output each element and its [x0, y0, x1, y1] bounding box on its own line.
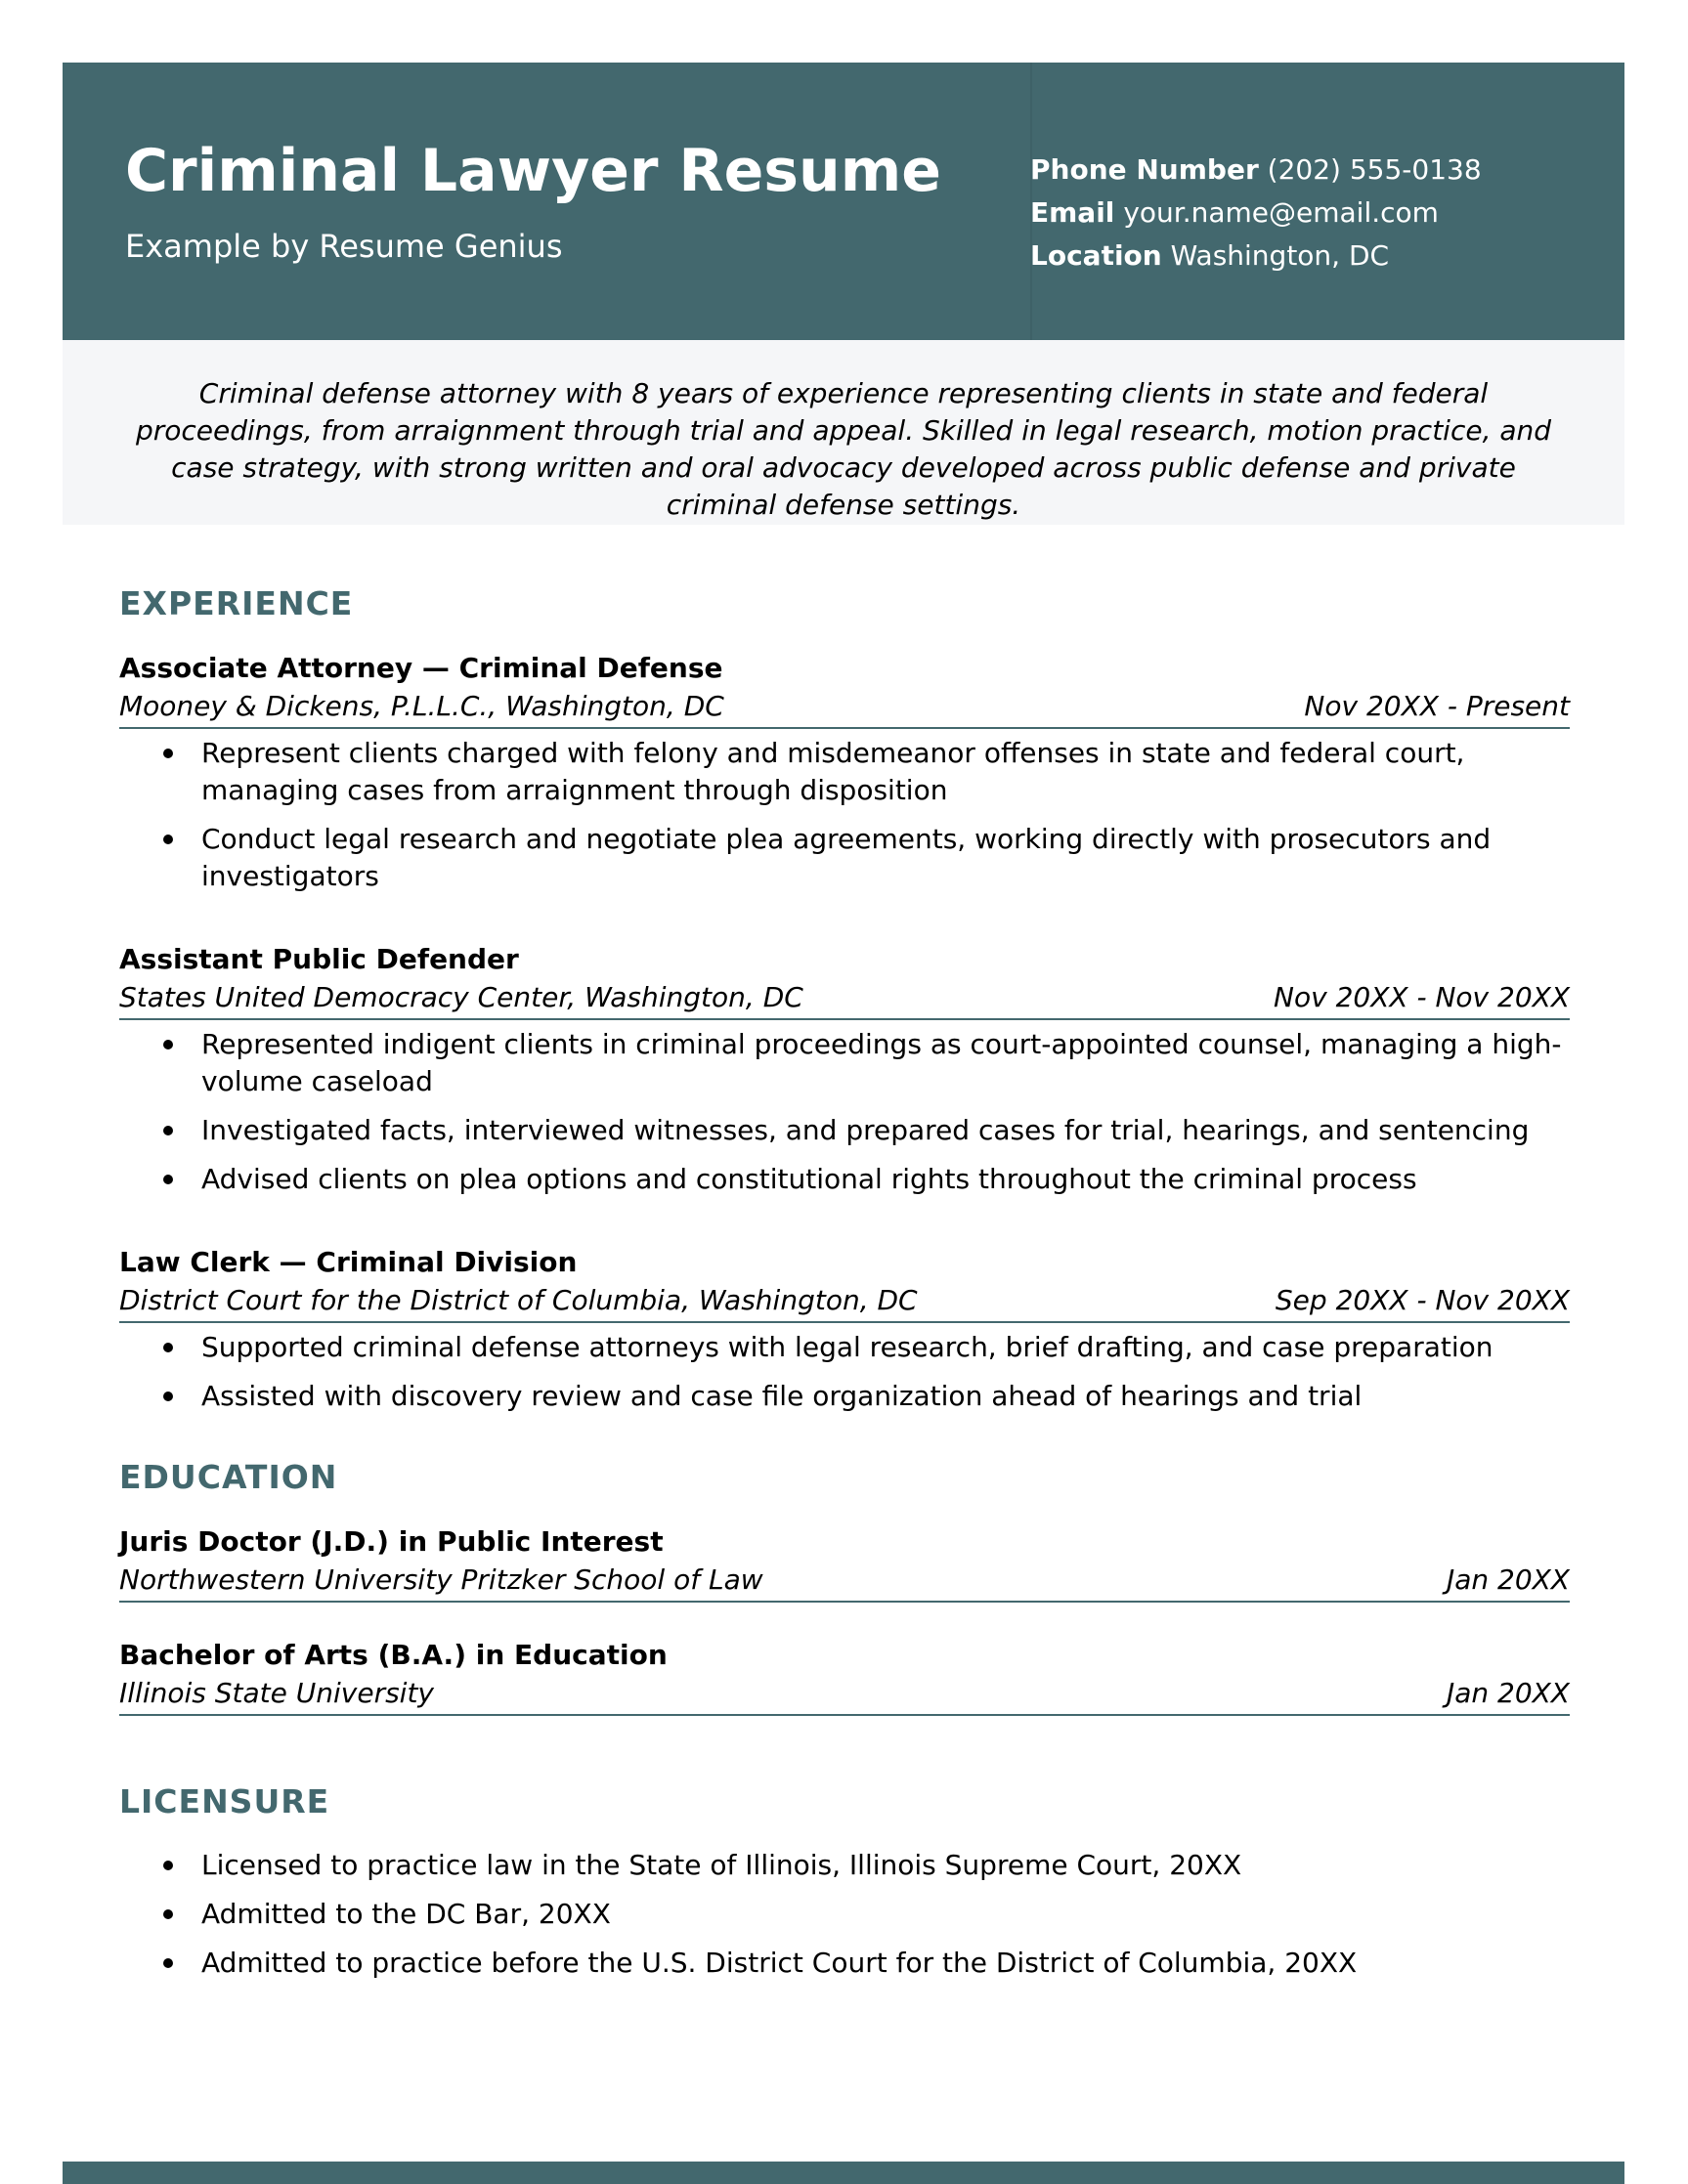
contact-value: Washington, DC	[1170, 239, 1390, 272]
bullet-text: Investigated facts, interviewed witnesses, and prepared cases for trial, hearings, and sentencing	[201, 1114, 1530, 1146]
list-item	[119, 821, 1570, 895]
degree-date: Jan 20XX	[1446, 1677, 1570, 1709]
bullet-dot-icon	[163, 1126, 173, 1135]
list-item	[119, 1378, 1570, 1415]
contact-email	[1030, 192, 1597, 235]
bullet-text: Represent clients charged with felony and misdemeanor offenses in state and federal court, managing cases from arraignment through disposition	[201, 737, 1465, 806]
job-bullets	[119, 1329, 1570, 1415]
bullet-dot-icon	[163, 1909, 173, 1919]
degree-school-row	[119, 1675, 1570, 1716]
education-heading: EDUCATION	[119, 1458, 338, 1496]
bullet-dot-icon	[163, 1040, 173, 1049]
resume-content	[119, 573, 1570, 1993]
education-entry	[119, 1636, 1570, 1716]
job-org: Mooney & Dickens, P.L.L.C., Washington, DC	[119, 690, 724, 722]
licensure-heading: LICENSURE	[119, 1782, 330, 1820]
licensure-bullets	[119, 1847, 1570, 1982]
job-bullets	[119, 735, 1570, 895]
job-org-row	[119, 1282, 1570, 1323]
degree-title: Bachelor of Arts (B.A.) in Education	[119, 1639, 668, 1671]
summary-block	[63, 340, 1624, 525]
list-item	[119, 1329, 1570, 1366]
job-org-row	[119, 979, 1570, 1020]
footer-bar	[63, 2162, 1624, 2184]
contact-label: Email	[1030, 196, 1115, 229]
degree-title: Juris Doctor (J.D.) in Public Interest	[119, 1525, 664, 1558]
degree-school: Illinois State University	[119, 1677, 434, 1709]
degree-school-row	[119, 1562, 1570, 1603]
header-name-block	[125, 133, 1005, 268]
education-entry	[119, 1522, 1570, 1603]
bullet-dot-icon	[163, 1861, 173, 1870]
bullet-text: Licensed to practice law in the State of Illinois, Illinois Supreme Court, 20XX	[201, 1849, 1242, 1881]
list-item	[119, 735, 1570, 809]
bullet-text: Supported criminal defense attorneys with legal research, brief drafting, and case preparation	[201, 1331, 1493, 1363]
job-org-row	[119, 688, 1570, 729]
job-org: States United Democracy Center, Washington, DC	[119, 981, 803, 1013]
resume-header	[63, 63, 1624, 340]
contact-value: your.name@email.com	[1123, 196, 1439, 229]
contact-label: Phone Number	[1030, 153, 1259, 186]
bullet-text: Admitted to practice before the U.S. District Court for the District of Columbia, 20XX	[201, 1947, 1358, 1979]
job-entry	[119, 940, 1570, 1198]
contact-phone	[1030, 149, 1597, 192]
bullet-text: Conduct legal research and negotiate plea agreements, working directly with prosecutors and investigators	[201, 823, 1492, 892]
summary-text: Criminal defense attorney with 8 years of experience representing clients in state and federal proceedings, from arraignment through trial and appeal. Skilled in legal research, motion practice, and case strategy, with strong written and oral advocacy developed across public defense and private criminal defense settings.	[135, 377, 1552, 521]
degree-date: Jan 20XX	[1446, 1563, 1570, 1596]
list-item	[119, 1026, 1570, 1100]
bullet-dot-icon	[163, 1392, 173, 1401]
job-title: Assistant Public Defender	[119, 943, 519, 975]
job-bullets	[119, 1026, 1570, 1198]
bullet-dot-icon	[163, 1343, 173, 1352]
job-dates: Nov 20XX - Nov 20XX	[1274, 981, 1570, 1013]
list-item	[119, 1847, 1570, 1884]
experience-heading: EXPERIENCE	[119, 584, 354, 622]
degree-school: Northwestern University Pritzker School of Law	[119, 1563, 763, 1596]
contact-label: Location	[1030, 239, 1162, 272]
contact-location	[1030, 235, 1597, 278]
bullet-dot-icon	[163, 835, 173, 844]
bullet-text: Admitted to the DC Bar, 20XX	[201, 1898, 611, 1930]
resume-title: Criminal Lawyer Resume	[125, 137, 941, 205]
job-org: District Court for the District of Columbia, Washington, DC	[119, 1284, 918, 1316]
job-dates: Sep 20XX - Nov 20XX	[1275, 1284, 1570, 1316]
list-item	[119, 1896, 1570, 1933]
list-item	[119, 1945, 1570, 1982]
contact-block	[1030, 149, 1597, 278]
resume-subtitle: Example by Resume Genius	[125, 228, 563, 265]
bullet-text: Advised clients on plea options and constitutional rights throughout the criminal process	[201, 1163, 1417, 1195]
list-item	[119, 1161, 1570, 1198]
job-entry	[119, 649, 1570, 895]
contact-value: (202) 555-0138	[1267, 153, 1482, 186]
job-title: Associate Attorney — Criminal Defense	[119, 652, 723, 684]
job-entry	[119, 1243, 1570, 1415]
job-title: Law Clerk — Criminal Division	[119, 1246, 578, 1278]
bullet-dot-icon	[163, 1175, 173, 1184]
bullet-dot-icon	[163, 1958, 173, 1968]
bullet-dot-icon	[163, 749, 173, 758]
list-item	[119, 1112, 1570, 1149]
bullet-text: Represented indigent clients in criminal proceedings as court-appointed counsel, managing a high-volume caseload	[201, 1028, 1562, 1097]
job-dates: Nov 20XX - Present	[1304, 690, 1570, 722]
bullet-text: Assisted with discovery review and case file organization ahead of hearings and trial	[201, 1380, 1363, 1412]
